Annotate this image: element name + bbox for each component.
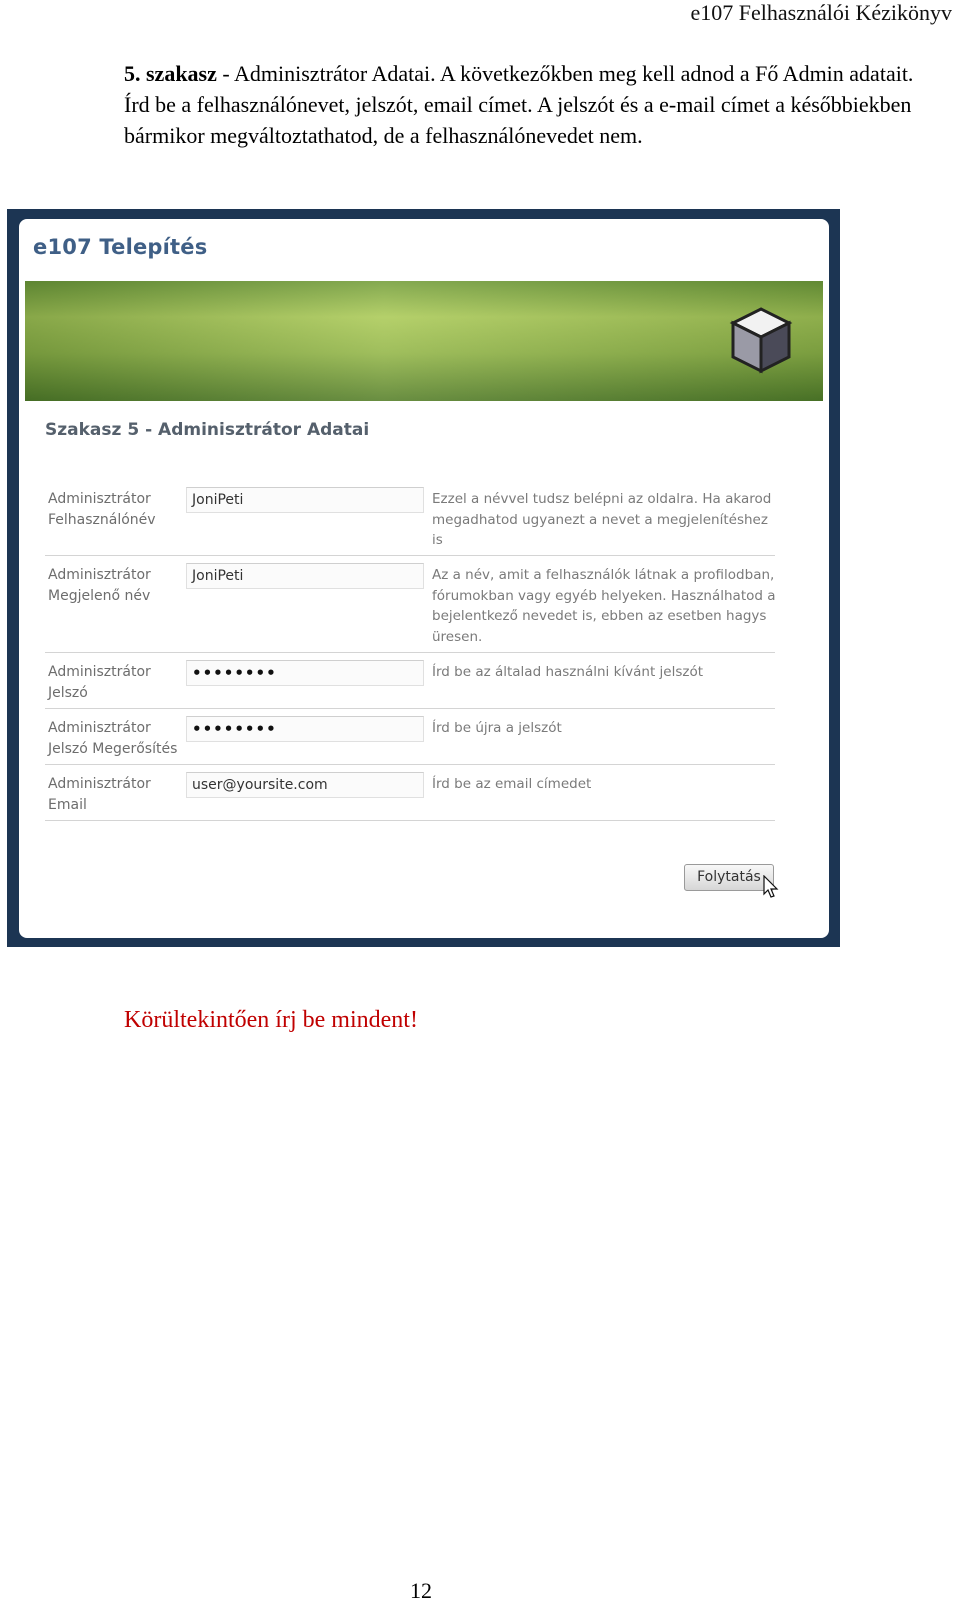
intro-text: Adminisztrátor Adatai. A következőkben meg kell adnod a Fő Admin adatait. Írd be a felhasználónevet, jelszót, email címet. A jelszót és a e-mail címet a későbbiekben bármikor megváltoztathatod, de a felhasználónevedet nem. xyxy=(124,61,914,148)
step-label: 5. szakasz xyxy=(124,61,217,86)
installer-title: e107 Telepítés xyxy=(33,235,208,259)
display-name-input[interactable]: JoniPeti xyxy=(186,563,424,589)
display-name-help: Az a név, amit a felhasználók látnak a profilodban, fórumokban vagy egyéb helyeken. Használhatod a bejelentkező nevedet is, ebben az esetben hagys üresen. xyxy=(432,567,776,645)
password-input[interactable]: •••••••• xyxy=(186,660,424,686)
row-divider xyxy=(45,820,775,821)
intro-paragraph xyxy=(124,58,944,151)
email-input[interactable]: user@yoursite.com xyxy=(186,772,424,798)
row-divider xyxy=(45,555,775,556)
password-label: Adminisztrátor Jelszó xyxy=(48,664,151,701)
page-number: 12 xyxy=(410,1578,432,1603)
username-input[interactable]: JoniPeti xyxy=(186,487,424,513)
installer-screenshot xyxy=(7,209,840,947)
e107-cube-logo-icon xyxy=(729,305,793,375)
password-confirm-label: Adminisztrátor Jelszó Megerősítés xyxy=(48,720,178,757)
email-help: Írd be az email címedet xyxy=(432,776,592,792)
password-confirm-input[interactable]: •••••••• xyxy=(186,716,424,742)
row-divider xyxy=(45,652,775,653)
row-divider xyxy=(45,764,775,765)
installer-banner xyxy=(25,281,823,401)
email-label: Adminisztrátor Email xyxy=(48,776,151,813)
mouse-pointer-icon xyxy=(763,875,779,899)
password-confirm-help: Írd be újra a jelszót xyxy=(432,720,562,736)
running-header: e107 Felhasználói Kézikönyv xyxy=(690,0,952,25)
row-divider xyxy=(45,708,775,709)
username-help: Ezzel a névvel tudsz belépni az oldalra. Ha akarod megadhatod ugyanezt a nevet a megjelenítéshez is xyxy=(432,491,772,548)
continue-button[interactable]: Folytatás xyxy=(684,864,774,891)
display-name-label: Adminisztrátor Megjelenő név xyxy=(48,567,151,604)
warning-text: Körültekintően írj be mindent! xyxy=(124,1007,418,1033)
intro-separator: - xyxy=(216,61,235,86)
installer-panel xyxy=(19,219,829,938)
section-title: Szakasz 5 - Adminisztrátor Adatai xyxy=(45,420,370,440)
username-label: Adminisztrátor Felhasználónév xyxy=(48,491,156,528)
password-help: Írd be az általad használni kívánt jelszót xyxy=(432,664,704,680)
